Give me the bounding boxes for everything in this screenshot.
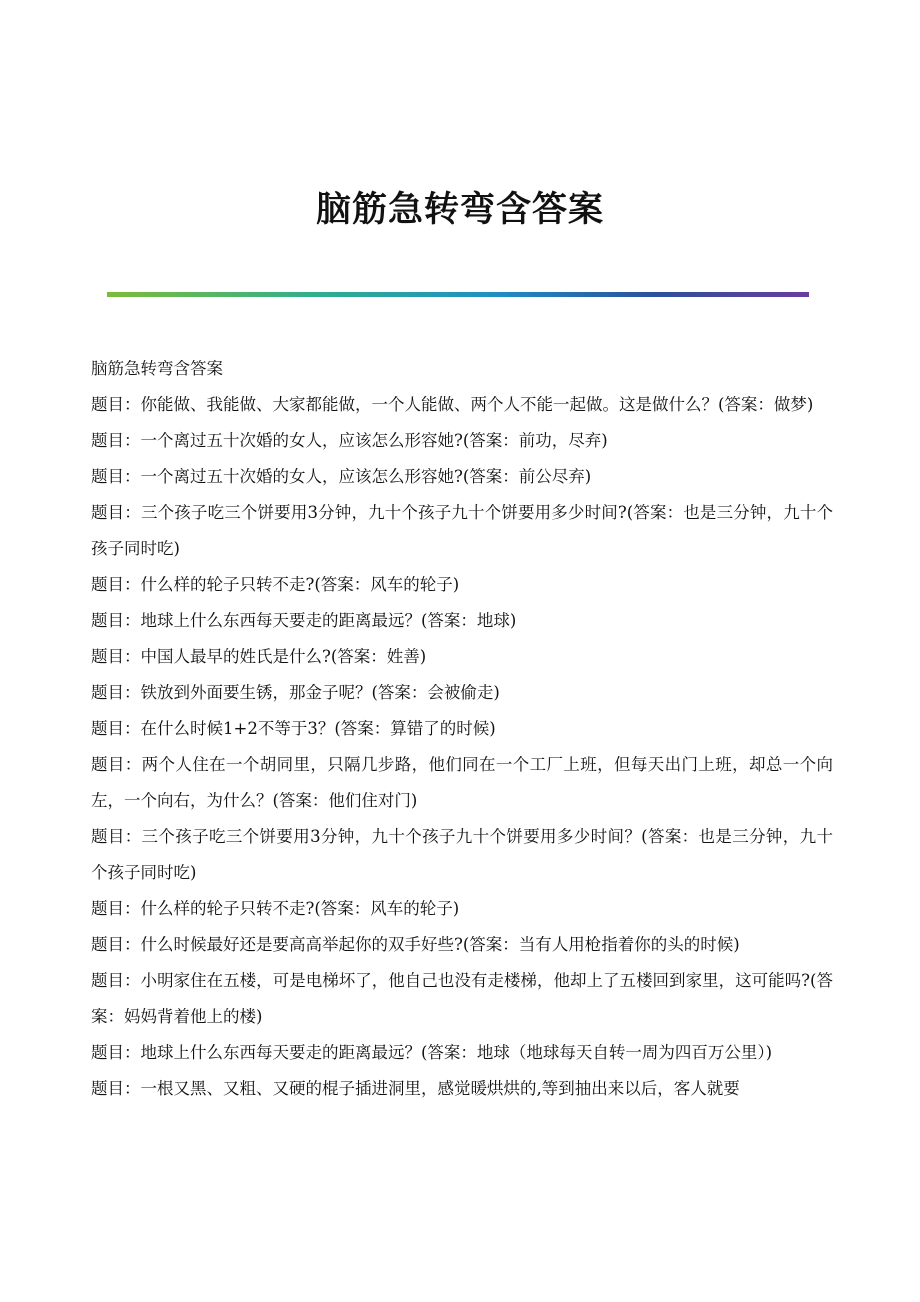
riddle-paragraph: 题目：一个离过五十次婚的女人，应该怎么形容她?(答案：前公尽弃) — [91, 467, 592, 486]
riddle-paragraph: 题目：什么样的轮子只转不走?(答案：风车的轮子) — [91, 575, 460, 594]
riddle-paragraph: 题目：地球上什么东西每天要走的距离最远？(答案：地球) — [91, 611, 517, 630]
riddle-paragraph: 题目：小明家住在五楼，可是电梯坏了，他自己也没有走楼梯，他却上了五楼回到家里，这可能吗?(答案：妈妈背着他上的楼) — [91, 971, 833, 1026]
riddle-paragraph: 题目：两个人住在一个胡同里，只隔几步路，他们同在一个工厂上班，但每天出门上班，却总一个向左，一个向右，为什么？(答案：他们住对门) — [91, 755, 833, 810]
title-divider — [107, 292, 809, 297]
riddle-paragraph: 题目：地球上什么东西每天要走的距离最远？(答案：地球（地球每天自转一周为四百万公里）) — [91, 1043, 773, 1062]
riddle-paragraph: 题目：中国人最早的姓氏是什么?(答案：姓善) — [91, 647, 427, 666]
riddle-paragraph: 题目：三个孩子吃三个饼要用3分钟，九十个孩子九十个饼要用多少时间？(答案：也是三分钟，九十个孩子同时吃) — [91, 827, 833, 882]
riddle-paragraph: 题目：在什么时候1+2不等于3？(答案：算错了的时候) — [91, 719, 496, 738]
riddle-paragraph: 题目：一个离过五十次婚的女人，应该怎么形容她?(答案：前功，尽弃) — [91, 431, 608, 450]
riddle-paragraph: 题目：铁放到外面要生锈，那金子呢？(答案：会被偷走) — [91, 683, 500, 702]
riddle-paragraph: 题目：你能做、我能做、大家都能做，一个人能做、两个人不能一起做。这是做什么？(答案：做梦) — [91, 395, 814, 414]
riddle-paragraph: 题目：三个孩子吃三个饼要用3分钟，九十个孩子九十个饼要用多少时间?(答案：也是三分钟，九十个孩子同时吃) — [91, 503, 833, 558]
document-body — [91, 351, 833, 1107]
riddle-paragraph: 题目：什么时候最好还是要高高举起你的双手好些?(答案：当有人用枪指着你的头的时候) — [91, 935, 740, 954]
document-title: 脑筋急转弯含答案 — [315, 189, 604, 230]
riddle-paragraph: 题目：什么样的轮子只转不走?(答案：风车的轮子) — [91, 899, 460, 918]
riddle-paragraph: 题目：一根又黑、又粗、又硬的棍子插进洞里，感觉暖烘烘的,等到抽出来以后，客人就要 — [91, 1079, 740, 1098]
body-subtitle: 脑筋急转弯含答案 — [91, 359, 223, 378]
